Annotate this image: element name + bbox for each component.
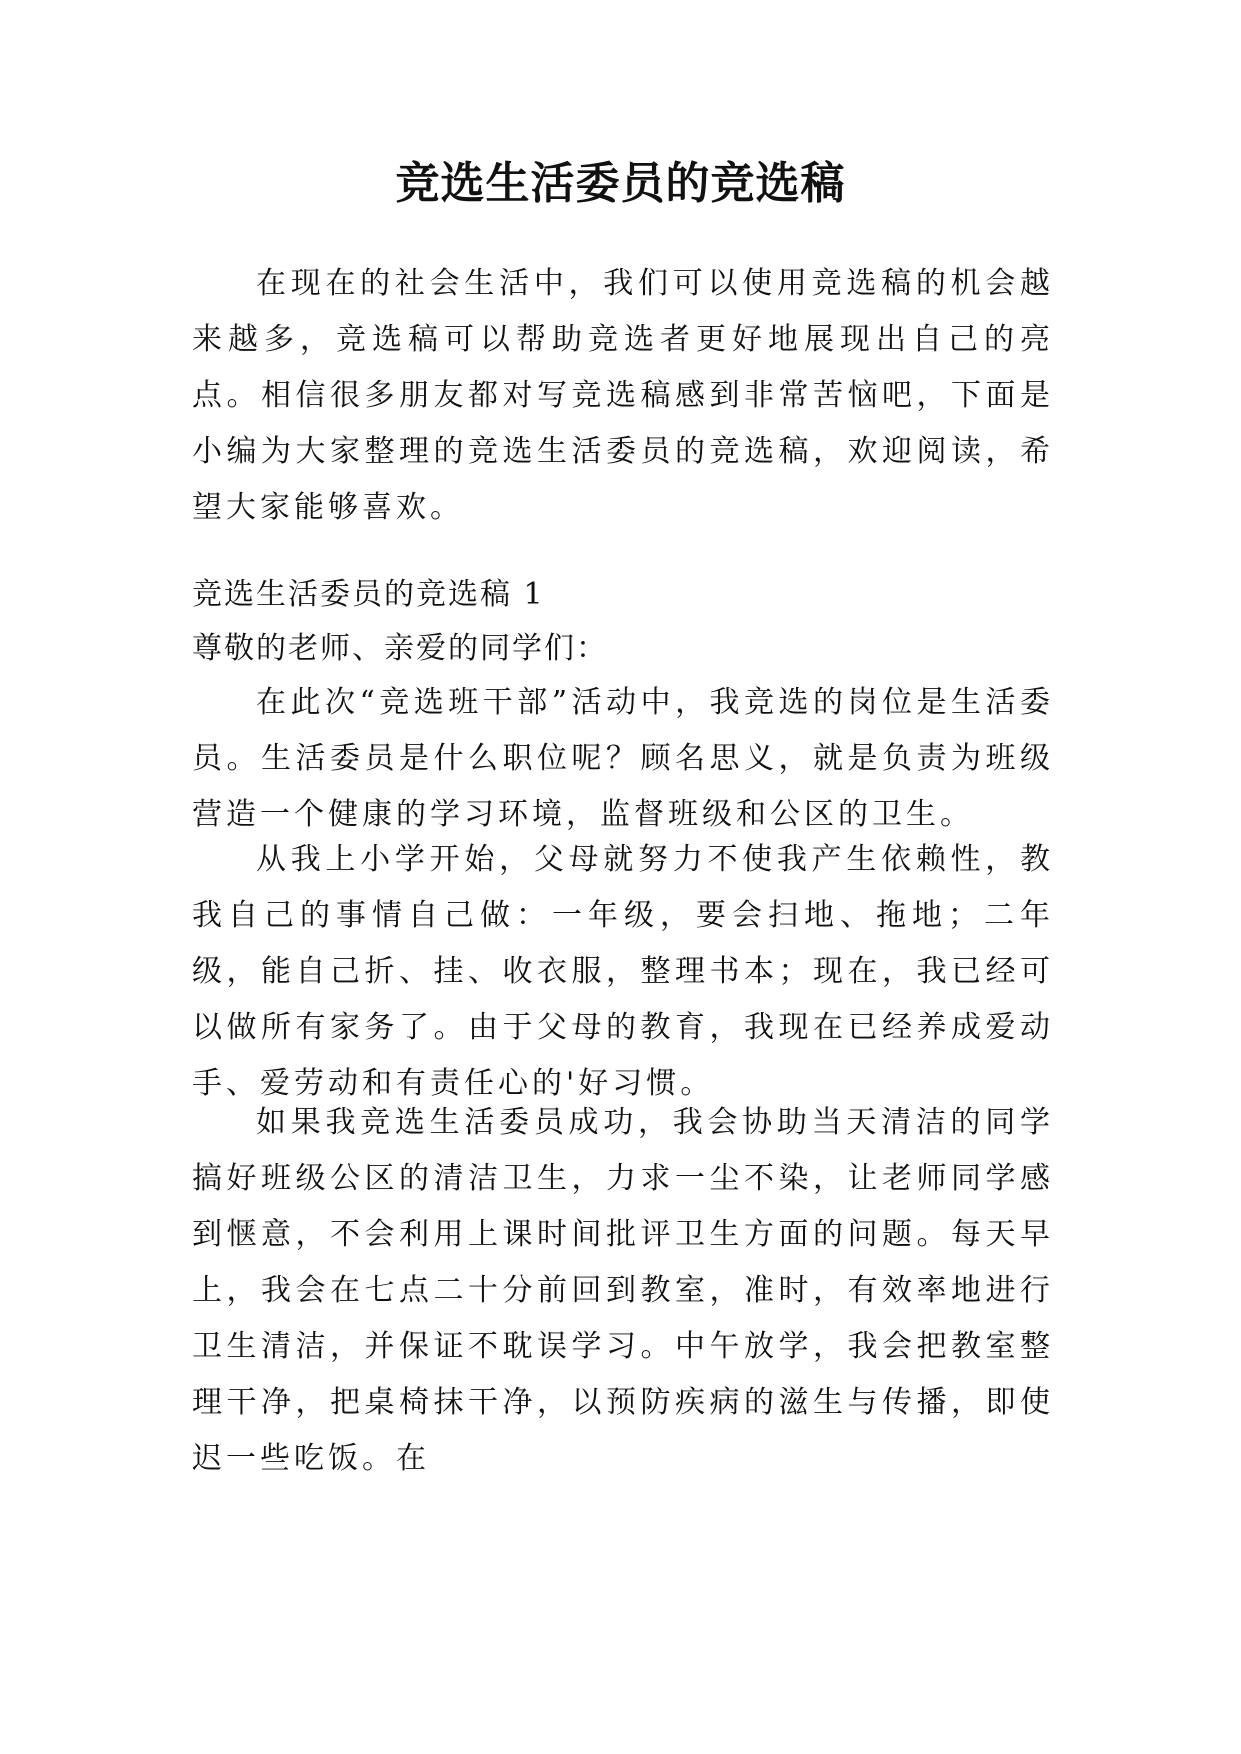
section-heading: 竞选生活委员的竞选稿 1 (192, 577, 545, 612)
body-paragraph-1: 在此次“竞选班干部”活动中，我竞选的岗位是生活委员。生活委员是什么职位呢？顾名思义，就是负责为班级营造一个健康的学习环境，监督班级和公区的卫生。 (192, 685, 1054, 832)
intro-paragraph: 在现在的社会生活中，我们可以使用竞选稿的机会越来越多，竞选稿可以帮助竞选者更好地展现出自己的亮点。相信很多朋友都对写竞选稿感到非常苦恼吧，下面是小编为大家整理的竞选生活委员的竞选稿，欢迎阅读，希望大家能够喜欢。 (192, 266, 1054, 525)
body-paragraph-3: 如果我竞选生活委员成功，我会协助当天清洁的同学搞好班级公区的清洁卫生，力求一尘不染，让老师同学感到惬意，不会利用上课时间批评卫生方面的问题。每天早上，我会在七点二十分前回到教室，准时，有效率地进行卫生清洁，并保证不耽误学习。中午放学，我会把教室整理干净，把桌椅抹干净，以预防疾病的滋生与传播，即使迟一些吃饭。在 (192, 1105, 1054, 1476)
body-paragraph-2: 从我上小学开始，父母就努力不使我产生依赖性，教我自己的事情自己做：一年级，要会扫地、拖地；二年级，能自己折、挂、收衣服，整理书本；现在，我已经可以做所有家务了。由于父母的教育，我现在已经养成爱动手、爱劳动和有责任心的'好习惯。 (192, 842, 1054, 1101)
salutation: 尊敬的老师、亲爱的同学们： (192, 631, 608, 666)
document-title: 竞选生活委员的竞选稿 (395, 158, 846, 209)
